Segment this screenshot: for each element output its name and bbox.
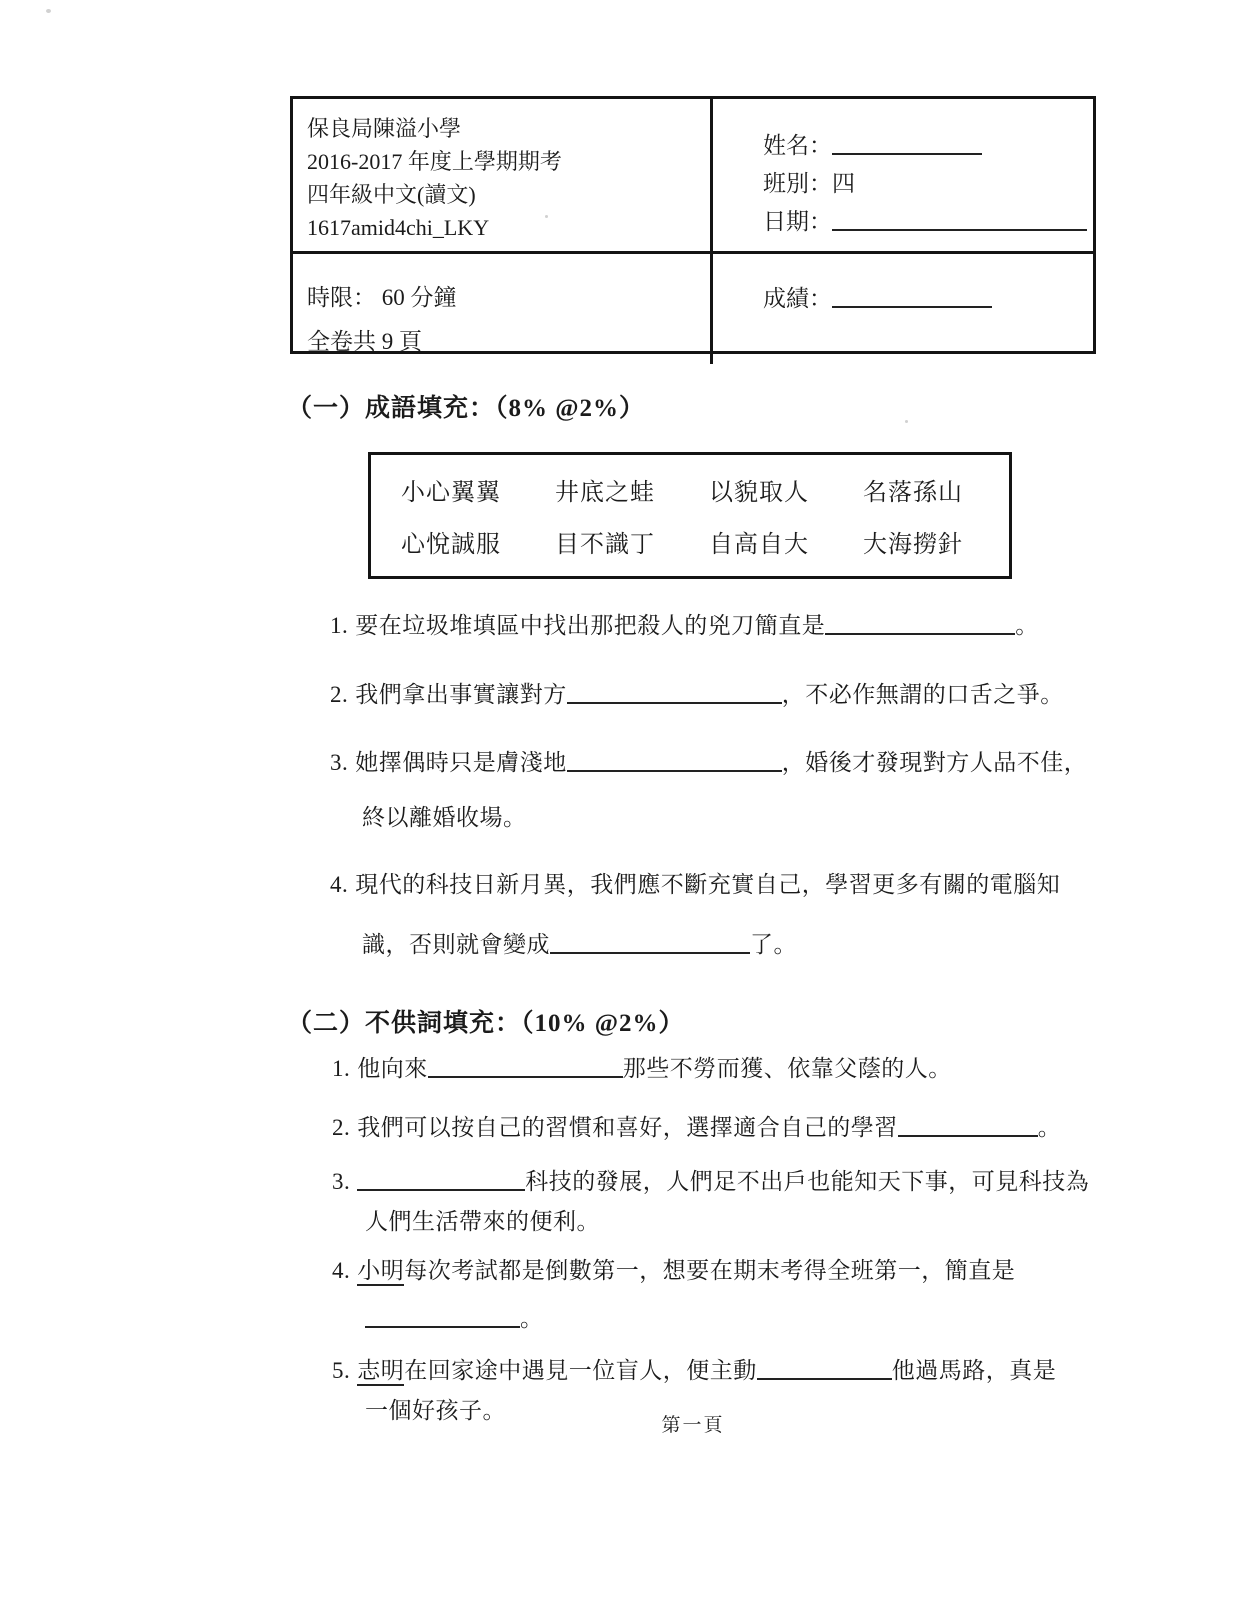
idiom-option: 名落孫山 xyxy=(863,480,963,506)
idiom-option: 心悅誠服 xyxy=(401,532,501,558)
question-number: 1. xyxy=(330,613,349,638)
question-text: 每次考試都是倒數第一，想要在期末考得全班第一，簡直是 xyxy=(404,1258,1016,1283)
s1-question-3-line2: 終以離婚收場。 xyxy=(362,805,527,830)
s2-question-5 xyxy=(332,1352,1056,1385)
question-number: 4. xyxy=(330,872,349,897)
question-number: 4. xyxy=(332,1258,351,1283)
question-number: 2. xyxy=(330,682,349,707)
question-text: 那些不勞而獲、依靠父蔭的人。 xyxy=(622,1056,952,1081)
time-limit-value: 60 分鐘 xyxy=(381,285,457,310)
answer-blank xyxy=(757,1356,892,1380)
question-text: 。 xyxy=(520,1306,544,1331)
question-text: 。 xyxy=(1015,613,1039,638)
s2-question-5-line2: 一個好孩子。 xyxy=(365,1398,506,1423)
idiom-option: 小心翼翼 xyxy=(401,480,501,506)
time-limit-label: 時限： xyxy=(307,285,376,310)
s2-question-4-line2 xyxy=(365,1300,544,1333)
student-fields-cell xyxy=(713,99,1093,254)
question-number: 1. xyxy=(332,1056,351,1081)
answer-blank xyxy=(365,1304,520,1328)
answer-blank xyxy=(825,611,1015,635)
page-number: 第一頁 xyxy=(661,1415,725,1436)
exam-subject: 四年級中文(讀文) xyxy=(307,182,476,207)
s1-question-4-line2 xyxy=(362,926,797,959)
s1-question-4 xyxy=(330,866,1060,899)
score-blank xyxy=(832,284,992,308)
score-field xyxy=(763,282,1093,315)
idiom-option: 井底之蛙 xyxy=(555,480,655,506)
question-text: 我們拿出事實讓對方 xyxy=(355,682,567,707)
total-pages: 全卷共 9 頁 xyxy=(307,329,422,354)
class-value: 四 xyxy=(832,171,855,196)
time-limit xyxy=(307,276,710,320)
s1-question-1 xyxy=(330,607,1039,640)
answer-blank xyxy=(567,748,782,772)
idiom-word-bank xyxy=(368,452,1012,579)
section1-heading: （一）成語填充：（8% @2%） xyxy=(287,395,646,422)
date-field xyxy=(763,203,1093,241)
class-label: 班別： xyxy=(763,171,832,196)
name-field xyxy=(763,127,1093,165)
class-field xyxy=(763,165,1093,203)
question-text: 在回家途中遇見一位盲人，便主動 xyxy=(404,1358,757,1383)
exam-title: 2016-2017 年度上學期期考 xyxy=(307,149,562,174)
scan-speck xyxy=(46,9,51,13)
underlined-name: 小明 xyxy=(357,1258,404,1286)
question-text: 科技的發展，人們足不出戶也能知天下事，可見科技為 xyxy=(525,1169,1090,1194)
question-number: 2. xyxy=(332,1115,351,1140)
scan-speck xyxy=(905,420,908,423)
s2-question-3-line2: 人們生活帶來的便利。 xyxy=(365,1209,600,1234)
question-text: 了。 xyxy=(750,932,797,957)
question-text: 現代的科技日新月異，我們應不斷充實自己，學習更多有關的電腦知 xyxy=(355,872,1061,897)
question-number: 5. xyxy=(332,1358,351,1383)
exam-meta-cell xyxy=(293,254,713,364)
question-text: 她擇偶時只是膚淺地 xyxy=(355,750,567,775)
school-info-cell xyxy=(293,99,713,254)
exam-code: 1617amid4chi_LKY xyxy=(307,215,490,240)
s2-question-3 xyxy=(332,1163,1089,1196)
word-bank-row xyxy=(371,524,1009,559)
name-label: 姓名： xyxy=(763,133,832,158)
s2-question-1 xyxy=(332,1050,952,1083)
answer-blank xyxy=(428,1054,623,1078)
date-blank xyxy=(832,207,1087,231)
idiom-option: 以貌取人 xyxy=(709,480,809,506)
score-cell xyxy=(713,254,1093,364)
question-number: 3. xyxy=(332,1169,351,1194)
exam-header-box xyxy=(290,96,1096,354)
name-blank xyxy=(832,131,982,155)
answer-blank xyxy=(550,930,750,954)
answer-blank xyxy=(357,1167,525,1191)
question-text: 。 xyxy=(1037,1115,1062,1140)
question-text: 識，否則就會變成 xyxy=(362,932,550,957)
question-text: 要在垃圾堆填區中找出那把殺人的兇刀簡直是 xyxy=(355,613,826,638)
question-text: 他向來 xyxy=(357,1056,428,1081)
question-text: ，不必作無謂的口舌之爭。 xyxy=(781,682,1064,707)
s2-question-2 xyxy=(332,1109,1061,1142)
date-label: 日期： xyxy=(763,209,832,234)
question-text: 他過馬路，真是 xyxy=(891,1358,1057,1383)
section2-heading: （二）不供詞填充：（10% @2%） xyxy=(287,1010,685,1037)
idiom-option: 自高自大 xyxy=(709,532,809,558)
question-number: 3. xyxy=(330,750,349,775)
answer-blank xyxy=(898,1113,1038,1137)
school-name: 保良局陳溢小學 xyxy=(307,116,462,141)
idiom-option: 大海撈針 xyxy=(863,532,963,558)
idiom-option: 目不識丁 xyxy=(555,532,655,558)
word-bank-row xyxy=(371,472,1009,507)
s2-question-4 xyxy=(332,1252,1015,1285)
question-text: ，婚後才發現對方人品不佳， xyxy=(781,750,1088,775)
s1-question-3 xyxy=(330,744,1087,777)
question-text: 我們可以按自己的習慣和喜好，選擇適合自己的學習 xyxy=(357,1115,898,1140)
s1-question-2 xyxy=(330,676,1064,709)
underlined-name: 志明 xyxy=(357,1358,404,1386)
score-label: 成績： xyxy=(763,286,832,312)
answer-blank xyxy=(567,680,782,704)
